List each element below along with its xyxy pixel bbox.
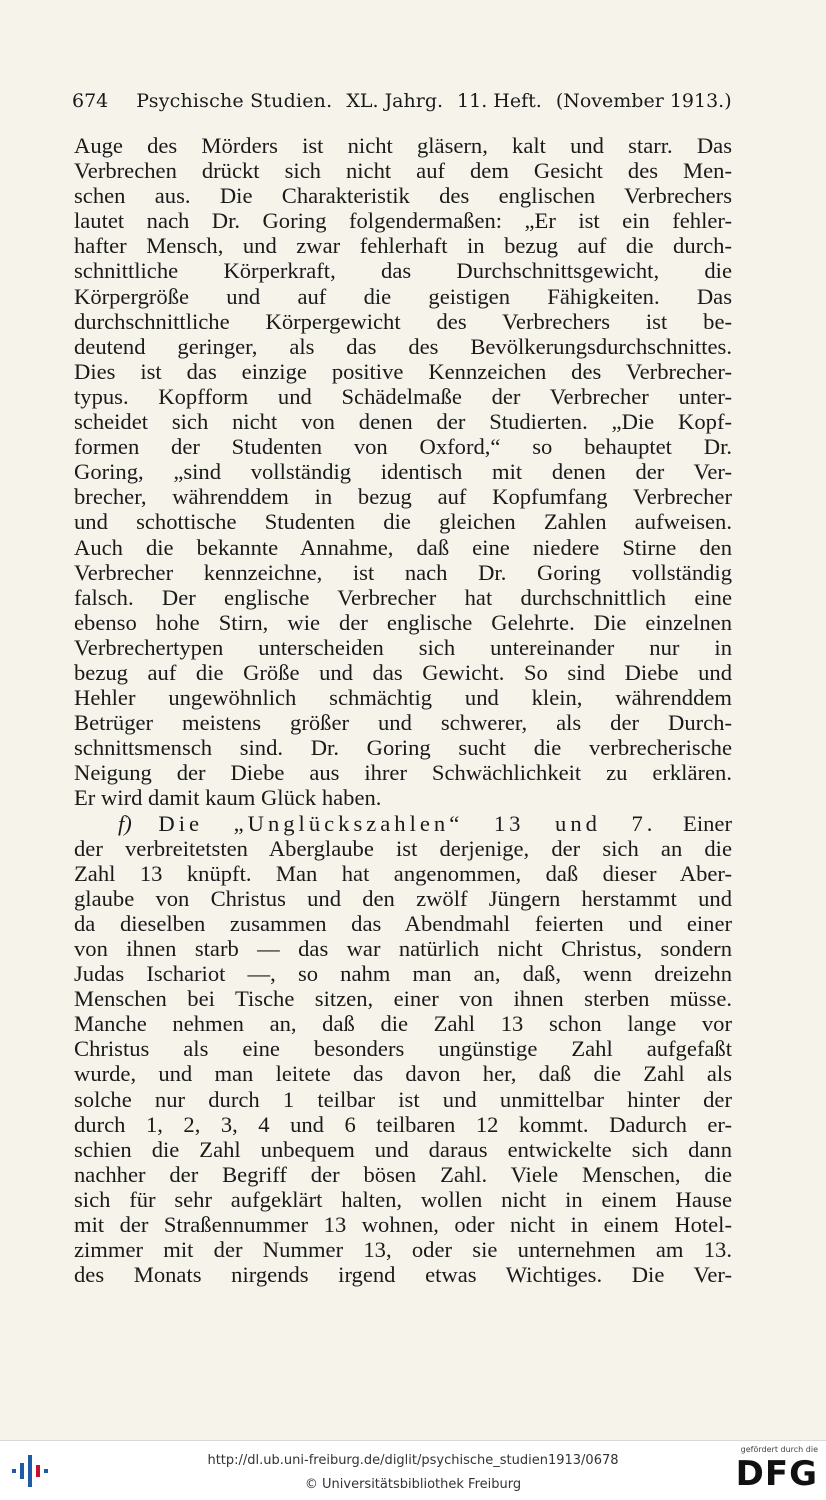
section-title: Die „Unglückszahlen“ 13 und 7. (158, 810, 657, 836)
body-line: schnittsmensch sind. Dr. Goring sucht die verbrecherische (74, 735, 732, 761)
section-line: sich für sehr aufgeklärt halten, wollen nicht in einem Hause (74, 1186, 732, 1212)
body-line: hafter Mensch, und zwar fehlerhaft in bezug auf die durch- (74, 233, 732, 259)
dfg-logo-text: DFG (735, 1454, 818, 1494)
section-line: wurde, und man leitete das davon her, daß die Zahl als (74, 1061, 732, 1087)
section-line: glaube von Christus und den zwölf Jüngern herstammt und (74, 885, 732, 911)
section-line: Christus als eine besonders ungünstige Zahl aufgefaßt (74, 1036, 732, 1062)
body-line: Auch die bekannte Annahme, daß eine niedere Stirne den (74, 534, 732, 560)
issue: 11. Heft. (457, 90, 542, 112)
footer-bar (0, 1440, 826, 1500)
section-line: Menschen bei Tische sitzen, einer von ihnen sterben müsse. (74, 986, 732, 1012)
body-line: Auge des Mörders ist nicht gläsern, kalt und starr. Das (74, 133, 732, 158)
body-line: schnittliche Körperkraft, das Durchschnittsgewicht, die (74, 258, 732, 284)
volume: XL. Jahrg. (346, 90, 444, 112)
body-line: typus. Kopfform und Schädelmaße der Verbrecher unter- (74, 383, 732, 409)
paragraph-unlucky-numbers (74, 836, 732, 1288)
body-text (74, 133, 732, 1287)
body-line: ebenso hohe Stirn, wie der englische Gelehrte. Die einzelnen (74, 609, 732, 635)
body-line: Dies ist das einzige positive Kennzeichen des Verbrecher- (74, 358, 732, 384)
body-line: und schottische Studenten die gleichen Zahlen aufweisen. (74, 509, 732, 535)
section-line: von ihnen starb — das war natürlich nicht Christus, sondern (74, 936, 732, 961)
body-line: Hehler ungewöhnlich schmächtig und klein, währenddem (74, 685, 732, 711)
body-line: brecher, währenddem in bezug auf Kopfumfang Verbrecher (74, 484, 732, 510)
body-line: Körpergröße und auf die geistigen Fähigkeiten. Das (74, 283, 732, 309)
section-line: durch 1, 2, 3, 4 und 6 teilbaren 12 kommt. Dadurch er- (74, 1111, 732, 1137)
body-line: Verbrechen drückt sich nicht auf dem Gesicht des Men- (74, 158, 732, 184)
body-line: Betrüger meistens größer und schwerer, als der Durch- (74, 710, 732, 736)
section-line: mit der Straßennummer 13 wohnen, oder nicht in einem Hotel- (74, 1212, 732, 1238)
section-line: des Monats nirgends irgend etwas Wichtiges. Die Ver- (74, 1262, 732, 1288)
body-line: Goring, „sind vollständig identisch mit denen der Ver- (74, 459, 732, 485)
body-line: deutend geringer, als das des Bevölkerungsdurchschnittes. (74, 333, 732, 359)
body-line: formen der Studenten von Oxford,“ so behauptet Dr. (74, 434, 732, 460)
section-line: schien die Zahl unbequem und daraus entwickelte sich dann (74, 1136, 732, 1162)
body-line: durchschnittliche Körpergewicht des Verbrechers ist be- (74, 308, 732, 334)
journal-title: Psychische Studien. (136, 90, 333, 112)
body-line: scheidet sich nicht von denen der Studierten. „Die Kopf- (74, 409, 732, 435)
body-line: lautet nach Dr. Goring folgendermaßen: „Er ist ein fehler- (74, 208, 732, 234)
body-line: Er wird damit kaum Glück haben. (74, 785, 382, 811)
running-header (72, 88, 732, 114)
page-number: 674 (72, 90, 109, 112)
section-line: der verbreitetsten Aberglaube ist derjenige, der sich an die (74, 835, 732, 861)
dfg-funding-logo (728, 1445, 818, 1497)
section-line: Judas Ischariot —, so nahm man an, daß, wenn dreizehn (74, 961, 732, 987)
section-first-line-rest: Einer (683, 810, 732, 836)
body-line: Verbrechertypen unterscheiden sich untereinander nur in (74, 634, 732, 660)
section-f-heading-line (74, 811, 732, 836)
body-line: Verbrecher kennzeichne, ist nach Dr. Goring vollständig (74, 559, 732, 585)
paragraph-continued (74, 133, 732, 811)
section-line: Manche nehmen an, daß die Zahl 13 schon lange vor (74, 1011, 732, 1037)
body-line: falsch. Der englische Verbrecher hat durchschnittlich eine (74, 584, 732, 610)
section-marker: f) (118, 810, 132, 836)
body-line: bezug auf die Größe und das Gewicht. So sind Diebe und (74, 659, 732, 685)
funded-by-label: gefördert durch die (740, 1445, 818, 1454)
section-line: da dieselben zusammen das Abendmahl feierten und einer (74, 910, 732, 936)
issue-date: (November 1913.) (555, 90, 732, 112)
section-line: solche nur durch 1 teilbar ist und unmittelbar hinter der (74, 1086, 732, 1112)
copyright-notice: © Universitätsbibliothek Freiburg (304, 1477, 522, 1492)
section-line: zimmer mit der Nummer 13, oder sie unternehmen am 13. (74, 1237, 732, 1263)
source-url[interactable]: http://dl.ub.uni-freiburg.de/diglit/psychische_studien1913/0678 (207, 1453, 619, 1468)
body-line: Neigung der Diebe aus ihrer Schwächlichkeit zu erklären. (74, 760, 732, 786)
section-line: nachher der Begriff der bösen Zahl. Viele Menschen, die (74, 1161, 732, 1187)
body-line: schen aus. Die Charakteristik des englischen Verbrechers (74, 183, 732, 209)
section-line: Zahl 13 knüpft. Man hat angenommen, daß dieser Aber- (74, 860, 732, 886)
